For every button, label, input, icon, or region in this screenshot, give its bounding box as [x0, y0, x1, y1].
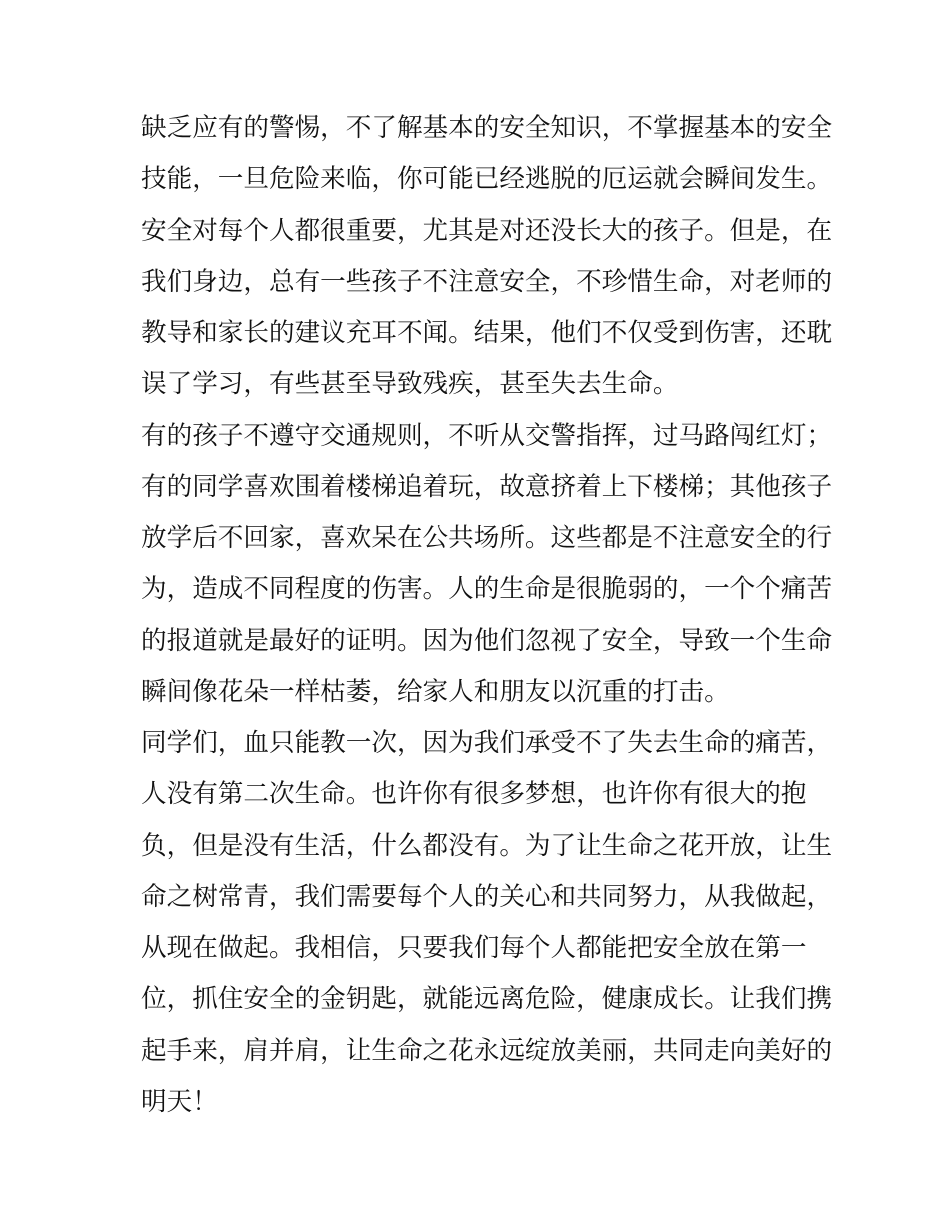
text-line: 安全对每个人都很重要，尤其是对还没长大的孩子。但是，在 [141, 215, 833, 246]
document-page [141, 103, 833, 1128]
text-line: 负，但是没有生活，什么都没有。为了让生命之花开放，让生 [141, 830, 833, 861]
paragraph-4 [141, 718, 833, 1128]
text-line: 从现在做起。我相信，只要我们每个人都能把安全放在第一 [141, 933, 807, 963]
text-line: 有的孩子不遵守交通规则，不听从交警指挥，过马路闯红灯； [141, 420, 833, 451]
text-line: 人没有第二次生命。也许你有很多梦想，也许你有很大的抱 [141, 779, 807, 810]
text-line: 的报道就是最好的证明。因为他们忽视了安全，导致一个生命 [141, 625, 833, 656]
text-line: 误了学习，有些甚至导致残疾，甚至失去生命。 [141, 369, 679, 400]
text-line: 命之树常青，我们需要每个人的关心和共同努力，从我做起， [141, 881, 833, 912]
text-line: 技能，一旦危险来临，你可能已经逃脱的厄运就会瞬间发生。 [141, 164, 833, 195]
text-line: 瞬间像花朵一样枯萎，给家人和朋友以沉重的打击。 [141, 676, 730, 707]
text-line: 教导和家长的建议充耳不闻。结果，他们不仅受到伤害，还耽 [141, 318, 833, 348]
paragraph-2 [141, 206, 833, 411]
text-line: 为，造成不同程度的伤害。人的生命是很脆弱的，一个个痛苦 [141, 574, 833, 605]
text-line: 放学后不回家，喜欢呆在公共场所。这些都是不注意安全的行 [141, 523, 833, 553]
text-line: 有的同学喜欢围着楼梯追着玩，故意挤着上下楼梯；其他孩子 [141, 471, 833, 502]
paragraph-3 [141, 411, 833, 719]
text-line: 起手来，肩并肩，让生命之花永远绽放美丽，共同走向美好的 [141, 1035, 833, 1066]
text-line: 位，抓住安全的金钥匙，就能远离危险，健康成长。让我们携 [141, 984, 833, 1015]
text-line: 同学们，血只能教一次，因为我们承受不了失去生命的痛苦， [141, 728, 833, 758]
paragraph-1 [141, 103, 833, 206]
text-line: 明天！ [141, 1086, 218, 1117]
text-line: 我们身边，总有一些孩子不注意安全，不珍惜生命，对老师的 [141, 266, 833, 297]
text-line: 缺乏应有的警惕，不了解基本的安全知识，不掌握基本的安全 [141, 113, 833, 143]
